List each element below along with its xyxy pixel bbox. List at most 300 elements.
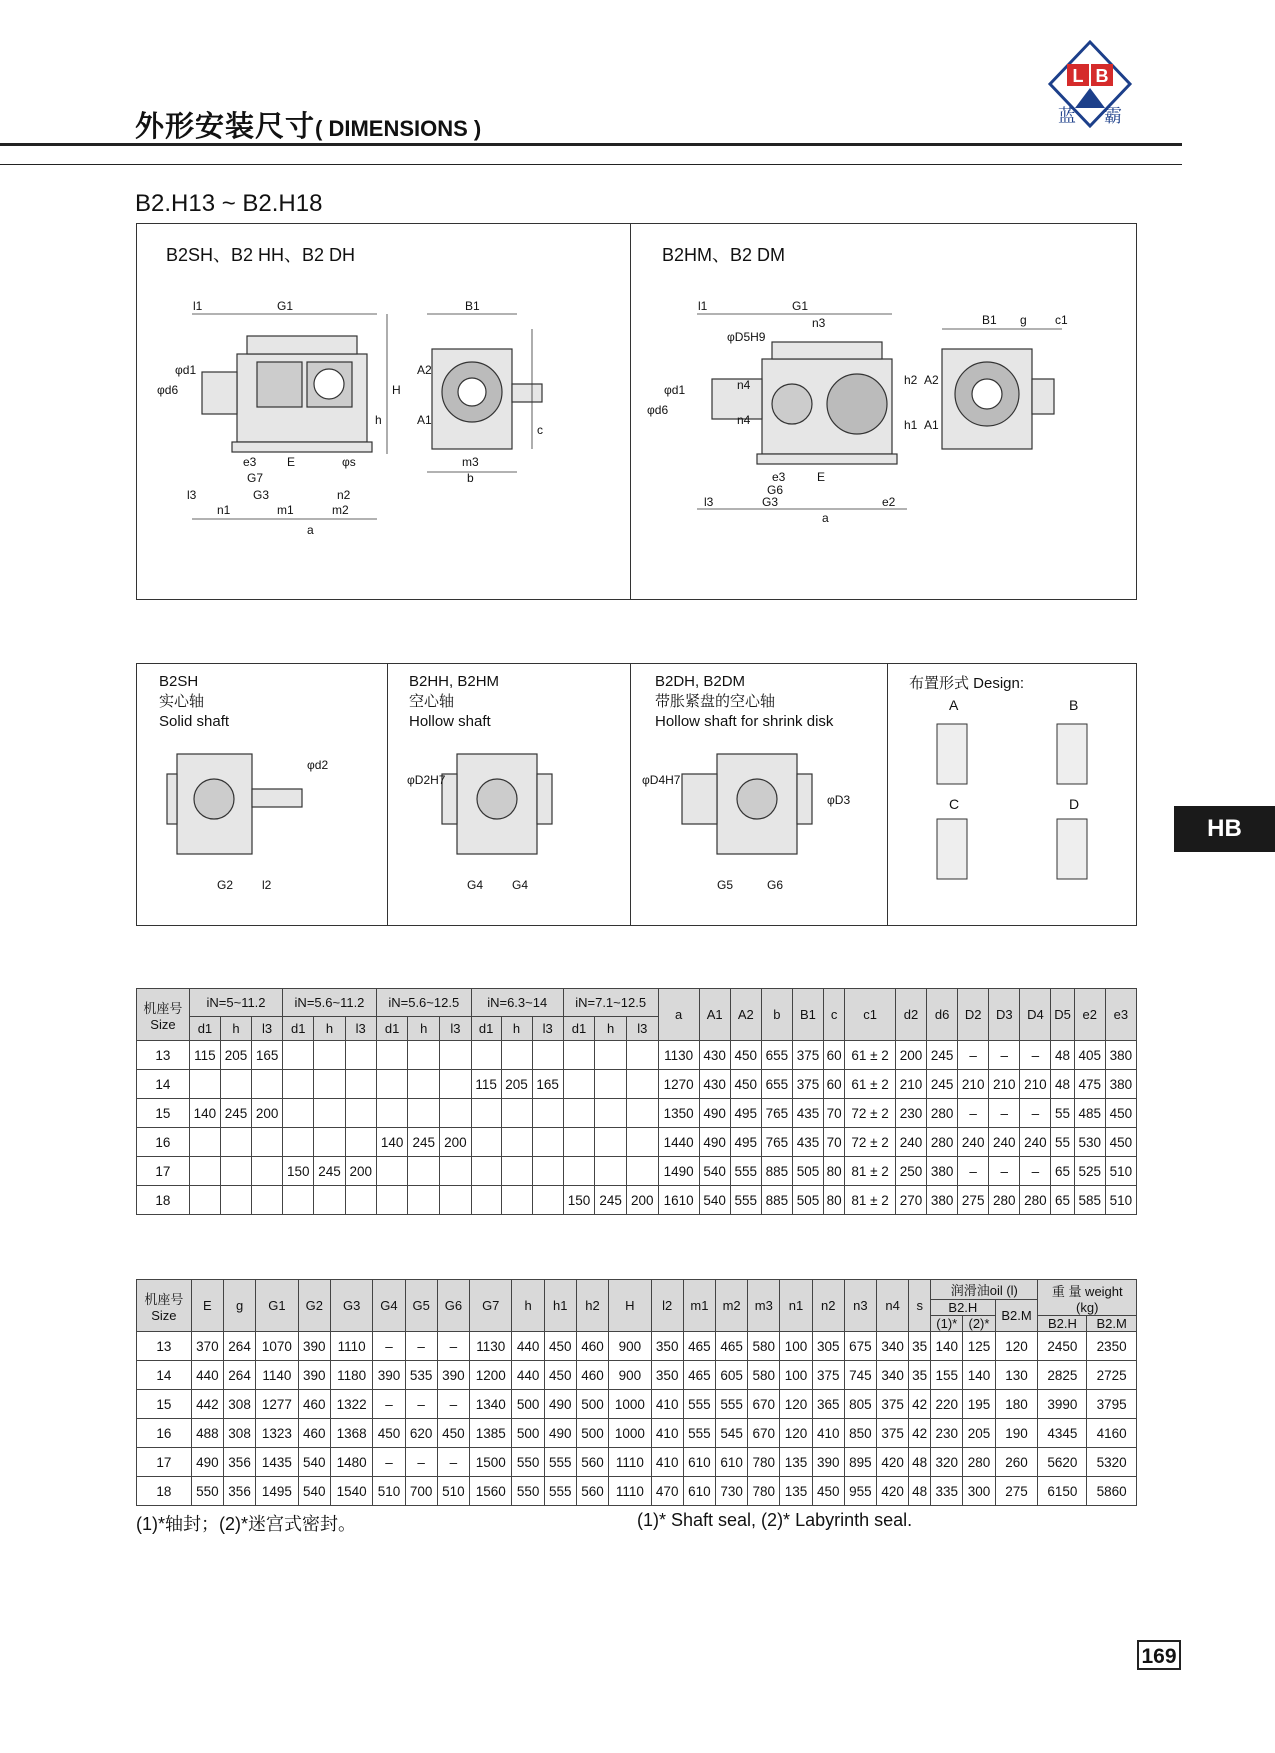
drawing-hollow-shaft xyxy=(397,744,627,914)
empty-cell xyxy=(376,1099,408,1128)
value-cell: 48 xyxy=(1051,1041,1074,1070)
weight-cell: 3795 xyxy=(1087,1390,1137,1419)
value-cell: 540 xyxy=(699,1186,730,1215)
value-cell: 1110 xyxy=(609,1448,652,1477)
empty-cell xyxy=(563,1157,595,1186)
value-cell: 450 xyxy=(730,1041,761,1070)
oil-seal-1: (1)* xyxy=(931,1316,963,1332)
value-cell: 350 xyxy=(651,1361,683,1390)
value-cell: 555 xyxy=(716,1390,748,1419)
size-header xyxy=(137,1280,192,1332)
dim-r-d5: φD5H9 xyxy=(727,330,766,344)
empty-cell xyxy=(408,1070,440,1099)
empty-cell xyxy=(563,1070,595,1099)
oil-cell: 280 xyxy=(963,1448,995,1477)
title-cn: 外形安装尺寸 xyxy=(135,111,316,143)
value-cell: 72 ± 2 xyxy=(845,1128,896,1157)
dim-r-b1: B1 xyxy=(982,313,997,327)
value-cell: 605 xyxy=(716,1361,748,1390)
dim-a: a xyxy=(307,523,314,537)
value-cell: 42 xyxy=(909,1390,931,1419)
ratio-group-header: iN=5.6~11.2 xyxy=(283,989,377,1017)
value-cell: 61 ± 2 xyxy=(845,1070,896,1099)
value-cell: 380 xyxy=(927,1157,958,1186)
empty-cell xyxy=(314,1186,345,1215)
ratio-value-cell: 200 xyxy=(440,1128,472,1157)
dim-h-lower: h xyxy=(375,413,382,427)
value-cell: 610 xyxy=(716,1448,748,1477)
empty-cell xyxy=(314,1099,345,1128)
value-cell: 500 xyxy=(512,1390,544,1419)
value-cell: 495 xyxy=(730,1099,761,1128)
value-cell: 655 xyxy=(761,1070,792,1099)
sub-column-header: h xyxy=(408,1017,440,1041)
value-cell: 765 xyxy=(761,1128,792,1157)
value-cell: 450 xyxy=(544,1361,576,1390)
value-cell: 510 xyxy=(437,1477,469,1506)
weight-cell: 4160 xyxy=(1087,1419,1137,1448)
dim-r-a1: A1 xyxy=(924,418,939,432)
empty-cell xyxy=(626,1157,658,1186)
empty-cell xyxy=(563,1128,595,1157)
value-cell: 620 xyxy=(405,1419,437,1448)
value-cell: 560 xyxy=(576,1477,608,1506)
oil-cell: 155 xyxy=(931,1361,963,1390)
column-header: A2 xyxy=(730,989,761,1041)
column-header: h2 xyxy=(576,1280,608,1332)
size-cell: 18 xyxy=(137,1477,192,1506)
dim-d1: φd1 xyxy=(175,363,197,377)
dim-l1: l1 xyxy=(193,299,203,313)
sub-column-header: l3 xyxy=(345,1017,376,1041)
size-cell: 14 xyxy=(137,1070,190,1099)
empty-cell xyxy=(376,1186,408,1215)
value-cell: 80 xyxy=(824,1186,845,1215)
value-cell: 895 xyxy=(844,1448,876,1477)
value-cell: 610 xyxy=(683,1477,715,1506)
empty-cell xyxy=(501,1041,532,1070)
value-cell: 72 ± 2 xyxy=(845,1099,896,1128)
header-rule xyxy=(0,143,1182,146)
left-panel-label: B2SH、B2 HH、B2 DH xyxy=(166,245,356,265)
oil-seal-2: (2)* xyxy=(963,1316,995,1332)
value-cell: 1480 xyxy=(330,1448,373,1477)
value-cell: – xyxy=(1020,1099,1051,1128)
size-cell: 13 xyxy=(137,1041,190,1070)
value-cell: – xyxy=(405,1448,437,1477)
value-cell: 410 xyxy=(651,1448,683,1477)
value-cell: 555 xyxy=(683,1390,715,1419)
value-cell: 510 xyxy=(1105,1157,1136,1186)
empty-cell xyxy=(376,1157,408,1186)
empty-cell xyxy=(220,1128,251,1157)
dim-d2: φd2 xyxy=(307,758,329,772)
sub-column-header: d1 xyxy=(283,1017,314,1041)
value-cell: 55 xyxy=(1051,1099,1074,1128)
dim-s: φs xyxy=(342,455,356,469)
empty-cell xyxy=(532,1157,563,1186)
value-cell: 460 xyxy=(576,1332,608,1361)
value-cell: 240 xyxy=(895,1128,926,1157)
dim-d6: φd6 xyxy=(157,383,179,397)
size-cell: 15 xyxy=(137,1099,190,1128)
ratio-value-cell: 140 xyxy=(189,1099,220,1128)
dimensions-table-1 xyxy=(136,988,1137,1215)
value-cell: 390 xyxy=(298,1332,330,1361)
value-cell: 1322 xyxy=(330,1390,373,1419)
value-cell: 60 xyxy=(824,1041,845,1070)
value-cell: 765 xyxy=(761,1099,792,1128)
sub-column-header: l3 xyxy=(626,1017,658,1041)
dim-g5: G5 xyxy=(717,878,734,892)
value-cell: 900 xyxy=(609,1361,652,1390)
value-cell: 460 xyxy=(298,1419,330,1448)
value-cell: 500 xyxy=(576,1390,608,1419)
value-cell: 1350 xyxy=(658,1099,699,1128)
table-row xyxy=(137,1419,1137,1448)
value-cell: 610 xyxy=(683,1448,715,1477)
value-cell: 375 xyxy=(792,1070,823,1099)
dim-b1: B1 xyxy=(465,299,480,313)
value-cell: 1500 xyxy=(469,1448,512,1477)
empty-cell xyxy=(220,1157,251,1186)
sub-column-header: l3 xyxy=(252,1017,283,1041)
value-cell: – xyxy=(1020,1157,1051,1186)
dim-r-e: E xyxy=(817,470,826,484)
section-tab-hb[interactable]: HB xyxy=(1174,806,1275,852)
value-cell: 440 xyxy=(512,1361,544,1390)
empty-cell xyxy=(252,1128,283,1157)
value-cell: 60 xyxy=(824,1070,845,1099)
empty-cell xyxy=(189,1070,220,1099)
note-en: (1)* Shaft seal, (2)* Labyrinth seal. xyxy=(637,1510,913,1530)
value-cell: – xyxy=(989,1099,1020,1128)
value-cell: 525 xyxy=(1074,1157,1105,1186)
value-cell: 1435 xyxy=(256,1448,299,1477)
value-cell: 275 xyxy=(958,1186,989,1215)
value-cell: 375 xyxy=(877,1419,909,1448)
column-header: G7 xyxy=(469,1280,512,1332)
value-cell: 390 xyxy=(437,1361,469,1390)
value-cell: 1000 xyxy=(609,1419,652,1448)
dim-r-g: g xyxy=(1020,313,1027,327)
value-cell: – xyxy=(437,1448,469,1477)
table-row xyxy=(137,1128,1137,1157)
empty-cell xyxy=(532,1099,563,1128)
weight-cell: 6150 xyxy=(1038,1477,1087,1506)
p1-title: B2SH xyxy=(159,673,199,690)
table-row xyxy=(137,1186,1137,1215)
column-header: G2 xyxy=(298,1280,330,1332)
column-header: e2 xyxy=(1074,989,1105,1041)
empty-cell xyxy=(252,1157,283,1186)
empty-cell xyxy=(189,1128,220,1157)
empty-cell xyxy=(314,1128,345,1157)
value-cell: 375 xyxy=(812,1361,844,1390)
column-header: A1 xyxy=(699,989,730,1041)
value-cell: 450 xyxy=(373,1419,405,1448)
value-cell: 135 xyxy=(780,1477,812,1506)
dim-g4a: G4 xyxy=(467,878,484,892)
empty-cell xyxy=(220,1070,251,1099)
dim-l2: l2 xyxy=(262,878,272,892)
ratio-group-header: iN=5~11.2 xyxy=(189,989,282,1017)
shaft-variants-box xyxy=(136,663,1137,926)
oil-cell: 125 xyxy=(963,1332,995,1361)
title-en: ( DIMENSIONS ) xyxy=(315,116,482,141)
empty-cell xyxy=(626,1070,658,1099)
empty-cell xyxy=(283,1128,314,1157)
value-cell: 510 xyxy=(373,1477,405,1506)
value-cell: 450 xyxy=(1105,1128,1136,1157)
value-cell: 465 xyxy=(683,1361,715,1390)
value-cell: 356 xyxy=(223,1477,255,1506)
value-cell: 435 xyxy=(792,1099,823,1128)
column-header: m3 xyxy=(748,1280,780,1332)
value-cell: 555 xyxy=(544,1448,576,1477)
value-cell: 420 xyxy=(877,1477,909,1506)
oil-cell: 260 xyxy=(995,1448,1038,1477)
dim-r-a: a xyxy=(822,511,829,525)
dim-g3: G3 xyxy=(253,488,270,502)
value-cell: 780 xyxy=(748,1448,780,1477)
empty-cell xyxy=(595,1157,627,1186)
table-row xyxy=(137,1070,1137,1099)
dim-d4h7: φD4H7 xyxy=(642,773,681,787)
value-cell: 555 xyxy=(730,1186,761,1215)
size-cell: 14 xyxy=(137,1361,192,1390)
ratio-value-cell: 205 xyxy=(501,1070,532,1099)
size-header xyxy=(137,989,190,1041)
column-header: l2 xyxy=(651,1280,683,1332)
value-cell: 545 xyxy=(716,1419,748,1448)
empty-cell xyxy=(626,1099,658,1128)
oil-b2m-header: B2.M xyxy=(995,1300,1038,1332)
table-row xyxy=(137,1157,1137,1186)
value-cell: 1130 xyxy=(469,1332,512,1361)
value-cell: 465 xyxy=(716,1332,748,1361)
value-cell: 535 xyxy=(405,1361,437,1390)
sub-column-header: h xyxy=(501,1017,532,1041)
value-cell: 65 xyxy=(1051,1186,1074,1215)
value-cell: 495 xyxy=(730,1128,761,1157)
empty-cell xyxy=(501,1128,532,1157)
dim-r-h1: h1 xyxy=(904,418,918,432)
top-drawings-box xyxy=(136,223,1137,600)
value-cell: 55 xyxy=(1051,1128,1074,1157)
dim-a1: A1 xyxy=(417,413,432,427)
sub-column-header: h xyxy=(220,1017,251,1041)
value-cell: 410 xyxy=(812,1419,844,1448)
value-cell: 440 xyxy=(512,1332,544,1361)
empty-cell xyxy=(283,1070,314,1099)
value-cell: 700 xyxy=(405,1477,437,1506)
value-cell: – xyxy=(405,1332,437,1361)
column-header: h xyxy=(512,1280,544,1332)
size-header-en: Size xyxy=(151,1307,177,1323)
design-c: C xyxy=(949,796,960,812)
column-header: s xyxy=(909,1280,931,1332)
value-cell: 1110 xyxy=(609,1477,652,1506)
size-cell: 16 xyxy=(137,1419,192,1448)
empty-cell xyxy=(252,1070,283,1099)
value-cell: – xyxy=(958,1157,989,1186)
dim-g6: G6 xyxy=(767,878,784,892)
value-cell: 35 xyxy=(909,1332,931,1361)
value-cell: 505 xyxy=(792,1157,823,1186)
value-cell: 450 xyxy=(730,1070,761,1099)
empty-cell xyxy=(595,1070,627,1099)
ratio-group-header: iN=6.3~14 xyxy=(471,989,563,1017)
ratio-group-header: iN=7.1~12.5 xyxy=(563,989,658,1017)
value-cell: 505 xyxy=(792,1186,823,1215)
weight-header-text: 重 量 weight xyxy=(1051,1283,1123,1299)
table-row xyxy=(137,1448,1137,1477)
value-cell: 390 xyxy=(373,1361,405,1390)
value-cell: 450 xyxy=(1105,1099,1136,1128)
value-cell: 1000 xyxy=(609,1390,652,1419)
value-cell: 490 xyxy=(699,1128,730,1157)
ratio-group-header: iN=5.6~12.5 xyxy=(376,989,471,1017)
dim-r-d1: φd1 xyxy=(664,383,686,397)
value-cell: 470 xyxy=(651,1477,683,1506)
empty-cell xyxy=(440,1157,472,1186)
oil-cell: 205 xyxy=(963,1419,995,1448)
column-header: G5 xyxy=(405,1280,437,1332)
value-cell: 490 xyxy=(544,1390,576,1419)
value-cell: 550 xyxy=(512,1448,544,1477)
value-cell: 250 xyxy=(895,1157,926,1186)
empty-cell xyxy=(345,1041,376,1070)
value-cell: – xyxy=(958,1099,989,1128)
value-cell: 1495 xyxy=(256,1477,299,1506)
size-cell: 13 xyxy=(137,1332,192,1361)
value-cell: 490 xyxy=(544,1419,576,1448)
ratio-value-cell: 150 xyxy=(283,1157,314,1186)
empty-cell xyxy=(532,1041,563,1070)
sub-column-header: d1 xyxy=(189,1017,220,1041)
ratio-value-cell: 165 xyxy=(532,1070,563,1099)
value-cell: 308 xyxy=(223,1419,255,1448)
column-header: D5 xyxy=(1051,989,1074,1041)
column-header: e3 xyxy=(1105,989,1136,1041)
empty-cell xyxy=(376,1041,408,1070)
value-cell: 530 xyxy=(1074,1128,1105,1157)
value-cell: 540 xyxy=(298,1448,330,1477)
value-cell: 1270 xyxy=(658,1070,699,1099)
weight-cell: 3990 xyxy=(1038,1390,1087,1419)
ratio-value-cell: 245 xyxy=(220,1099,251,1128)
value-cell: 540 xyxy=(298,1477,330,1506)
column-header: n3 xyxy=(844,1280,876,1332)
dim-r-e2: e2 xyxy=(882,495,896,509)
dim-c: c xyxy=(537,423,543,437)
logo-text-lan: 蓝 xyxy=(1058,106,1076,126)
dim-r-n4b: n4 xyxy=(737,413,751,427)
dim-g7: G7 xyxy=(247,471,264,485)
value-cell: 670 xyxy=(748,1419,780,1448)
value-cell: 230 xyxy=(895,1099,926,1128)
value-cell: 70 xyxy=(824,1099,845,1128)
value-cell: 65 xyxy=(1051,1157,1074,1186)
value-cell: 510 xyxy=(1105,1186,1136,1215)
p3-en: Hollow shaft for shrink disk xyxy=(655,713,834,730)
oil-cell: 335 xyxy=(931,1477,963,1506)
p1-cn: 实心轴 xyxy=(159,693,205,710)
empty-cell xyxy=(501,1099,532,1128)
value-cell: 42 xyxy=(909,1419,931,1448)
value-cell: 200 xyxy=(895,1041,926,1070)
panel-shrink-disk-label xyxy=(655,672,833,732)
sub-column-header: h xyxy=(314,1017,345,1041)
column-header: n4 xyxy=(877,1280,909,1332)
weight-cell: 2725 xyxy=(1087,1361,1137,1390)
p2-en: Hollow shaft xyxy=(409,713,491,730)
dim-g1: G1 xyxy=(277,299,294,313)
value-cell: 550 xyxy=(191,1477,223,1506)
logo-text-ba: 霸 xyxy=(1104,106,1122,126)
ratio-value-cell: 150 xyxy=(563,1186,595,1215)
value-cell: 555 xyxy=(730,1157,761,1186)
value-cell: 490 xyxy=(191,1448,223,1477)
empty-cell xyxy=(408,1099,440,1128)
value-cell: 900 xyxy=(609,1332,652,1361)
value-cell: 61 ± 2 xyxy=(845,1041,896,1070)
dim-e3: e3 xyxy=(243,455,257,469)
note-cn: (1)*轴封；(2)*迷宫式密封。 xyxy=(136,1514,357,1534)
value-cell: 442 xyxy=(191,1390,223,1419)
oil-cell: 140 xyxy=(963,1361,995,1390)
value-cell: 850 xyxy=(844,1419,876,1448)
value-cell: 70 xyxy=(824,1128,845,1157)
design-d: D xyxy=(1069,796,1080,812)
series-label: B2.H13 ~ B2.H18 xyxy=(135,190,323,217)
value-cell: 100 xyxy=(780,1361,812,1390)
drawing-b2hm xyxy=(642,294,1132,594)
value-cell: 340 xyxy=(877,1361,909,1390)
sub-column-header: d1 xyxy=(376,1017,408,1041)
value-cell: – xyxy=(989,1157,1020,1186)
value-cell: 488 xyxy=(191,1419,223,1448)
dim-r-g1: G1 xyxy=(792,299,809,313)
column-header: b xyxy=(761,989,792,1041)
value-cell: 550 xyxy=(512,1477,544,1506)
value-cell: – xyxy=(989,1041,1020,1070)
column-header: m2 xyxy=(716,1280,748,1332)
value-cell: – xyxy=(373,1390,405,1419)
value-cell: 81 ± 2 xyxy=(845,1186,896,1215)
size-header-en: Size xyxy=(150,1016,176,1032)
sub-column-header: h xyxy=(595,1017,627,1041)
value-cell: 210 xyxy=(958,1070,989,1099)
value-cell: 440 xyxy=(191,1361,223,1390)
value-cell: 375 xyxy=(792,1041,823,1070)
oil-cell: 130 xyxy=(995,1361,1038,1390)
value-cell: 35 xyxy=(909,1361,931,1390)
dim-e: E xyxy=(287,455,296,469)
empty-cell xyxy=(408,1041,440,1070)
value-cell: 885 xyxy=(761,1157,792,1186)
empty-cell xyxy=(626,1041,658,1070)
value-cell: 485 xyxy=(1074,1099,1105,1128)
value-cell: 245 xyxy=(927,1070,958,1099)
empty-cell xyxy=(252,1186,283,1215)
empty-cell xyxy=(283,1099,314,1128)
value-cell: 460 xyxy=(576,1361,608,1390)
column-header: h1 xyxy=(544,1280,576,1332)
value-cell: 460 xyxy=(298,1390,330,1419)
value-cell: 270 xyxy=(895,1186,926,1215)
